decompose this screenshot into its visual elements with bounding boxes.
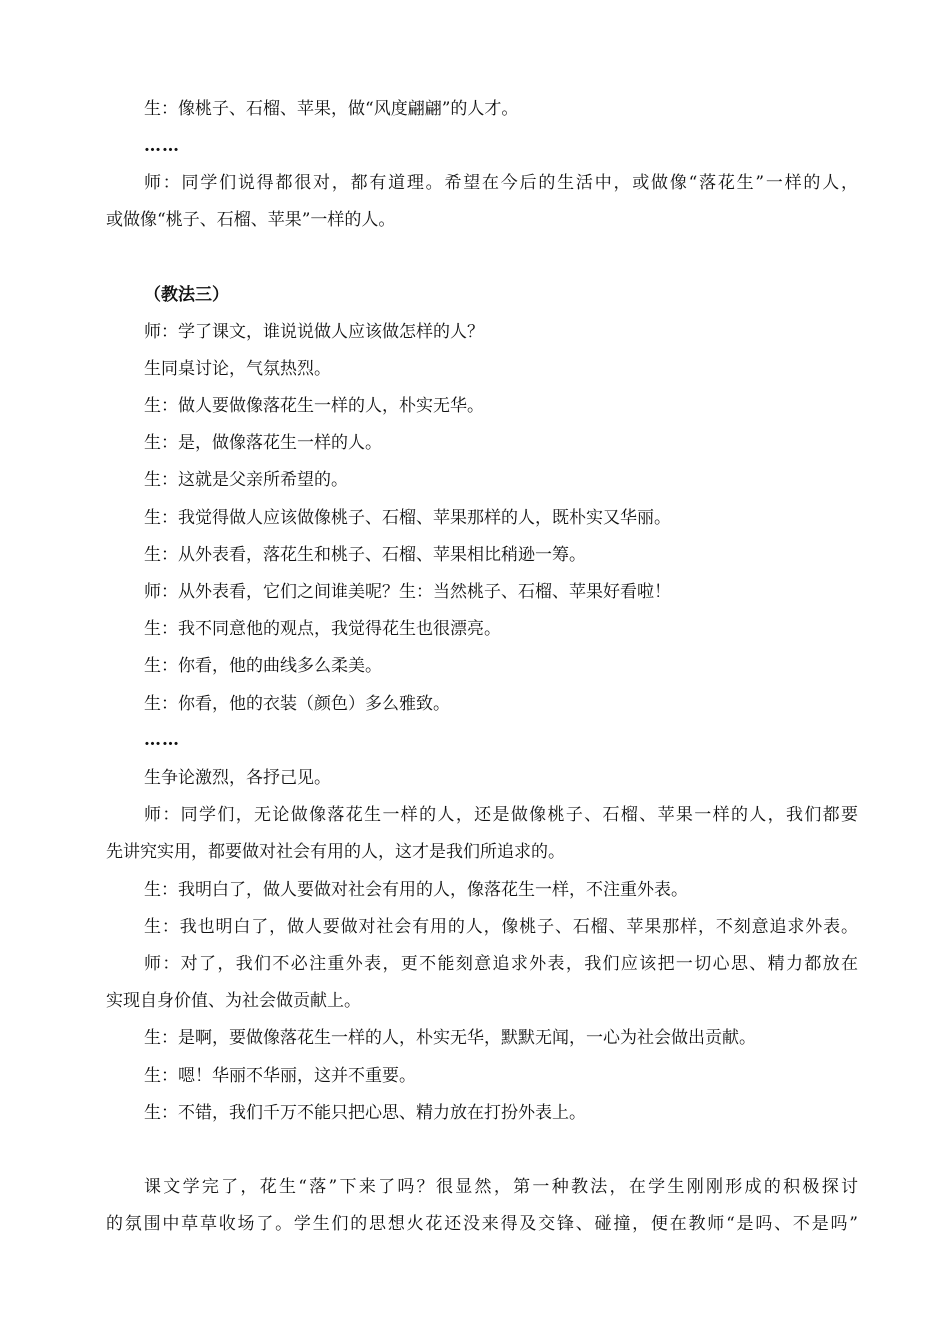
text-line: 生：从外表看，落花生和桃子、石榴、苹果相比稍逊一筹。	[144, 545, 586, 565]
ellipsis-line: ……	[144, 730, 180, 750]
text-line: 生：不错，我们千万不能只把心思、精力放在打扮外表上。	[144, 1103, 586, 1123]
text-line: 生：是啊，要做像落花生一样的人，朴实无华，默默无闻，一心为社会做出贡献。	[144, 1028, 756, 1048]
text-line: 师：同学们，无论做像落花生一样的人，还是做像桃子、石榴、苹果一样的人，我们都要	[144, 805, 858, 825]
text-line: 生：你看，他的曲线多么柔美。	[144, 656, 382, 676]
text-line: 生：像桃子、石榴、苹果，做“风度翩翩”的人才。	[144, 99, 519, 119]
text-line: 课文学完了，花生“落”下来了吗？很显然，第一种教法，在学生刚刚形成的积极探讨	[144, 1177, 858, 1197]
text-line: 实现自身价值、为社会做贡献上。	[106, 991, 361, 1011]
text-line: 生：你看，他的衣装（颜色）多么雅致。	[144, 694, 450, 714]
text-line: 师：学了课文，谁说说做人应该做怎样的人？	[144, 322, 484, 342]
text-line: 师：从外表看，它们之间谁美呢？生：当然桃子、石榴、苹果好看啦！	[144, 582, 671, 602]
text-line: 的氛围中草草收场了。学生们的思想火花还没来得及交锋、碰撞，便在教师“是吗、不是吗”	[106, 1214, 858, 1234]
text-line: 生：嗯！华丽不华丽，这并不重要。	[144, 1066, 416, 1086]
text-line: 生：我也明白了，做人要做对社会有用的人，像桃子、石榴、苹果那样，不刻意追求外表。	[144, 917, 858, 937]
section-heading: （教法三）	[144, 285, 229, 305]
text-line: 师：同学们说得都很对，都有道理。希望在今后的生活中，或做像“落花生”一样的人，	[144, 173, 858, 193]
text-line: 生：我明白了，做人要做对社会有用的人，像落花生一样，不注重外表。	[144, 880, 688, 900]
text-line: 生：我觉得做人应该做像桃子、石榴、苹果那样的人，既朴实又华丽。	[144, 508, 671, 528]
text-line: 先讲究实用，都要做对社会有用的人，这才是我们所追求的。	[106, 842, 565, 862]
text-line: 生：做人要做像落花生一样的人，朴实无华。	[144, 396, 484, 416]
ellipsis-line: ……	[144, 136, 180, 156]
text-line: 生争论激烈，各抒己见。	[144, 768, 331, 788]
text-line: 生：我不同意他的观点，我觉得花生也很漂亮。	[144, 619, 501, 639]
text-line: 生：是，做像落花生一样的人。	[144, 433, 382, 453]
text-line: 生同桌讨论，气氛热烈。	[144, 359, 331, 379]
text-line: 生：这就是父亲所希望的。	[144, 470, 348, 490]
text-line: 或做像“桃子、石榴、苹果”一样的人。	[106, 210, 396, 230]
text-line: 师：对了，我们不必注重外表，更不能刻意追求外表，我们应该把一切心思、精力都放在	[144, 954, 858, 974]
